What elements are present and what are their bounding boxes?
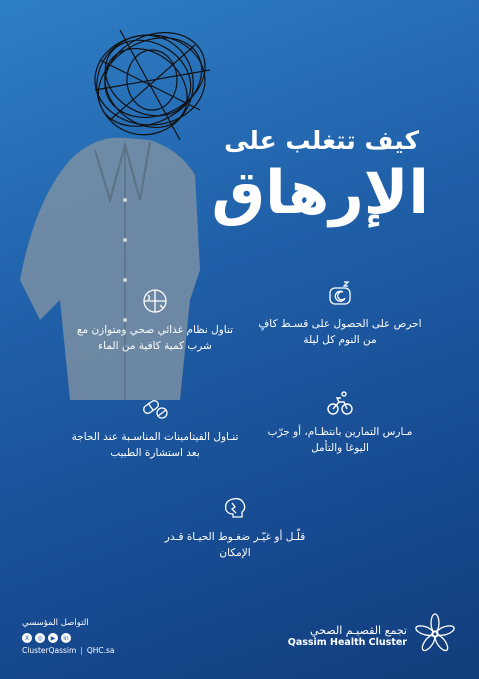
tip-vitamins-text: تنـاول الفيتامينات المناسـبة عند الحاجة بعد استشارة الطبيب (71, 431, 239, 460)
healthy-food-icon (140, 286, 170, 316)
tip-food (70, 286, 240, 355)
linkedin-icon[interactable]: in (61, 633, 71, 643)
x-icon[interactable]: X (22, 633, 32, 643)
scribble-head (82, 17, 219, 149)
sleep-icon (325, 280, 355, 310)
tip-exercise-text: مـارس التمارين بانتظـام، أو جرّب اليوغا والتأمل (267, 426, 413, 455)
tip-sleep-text: احرص على الحصول على قسـط كافٍ من النوم كل ليلة (258, 318, 422, 347)
instagram-icon[interactable]: ◎ (35, 633, 45, 643)
separator: | (80, 646, 83, 655)
title-main: الإرهاق (211, 158, 429, 228)
org-name-ar: تجمع القصيـم الصحي (310, 624, 407, 637)
qassim-cluster-logo-icon (415, 612, 455, 660)
website-link[interactable]: QHC.sa (86, 646, 115, 655)
title-small: كيف تتغلب على (224, 126, 419, 155)
social-contact (22, 618, 115, 655)
social-handle[interactable]: ClusterQassim (22, 646, 77, 655)
tip-exercise (255, 388, 425, 457)
tip-food-text: تناول نظام غذائي صحي ومتوازن مع شرب كمية كافية من الماء (76, 324, 234, 353)
cycling-icon (325, 388, 355, 418)
stress-icon (220, 493, 250, 523)
youtube-icon[interactable]: ▶ (48, 633, 58, 643)
tip-sleep (255, 280, 425, 349)
tip-vitamins (70, 393, 240, 462)
vitamins-icon (140, 393, 170, 423)
tip-stress (150, 493, 320, 562)
org-name-en: Qassim Health Cluster (287, 637, 407, 648)
social-title: التواصل المؤسسي (22, 618, 89, 628)
org-branding (288, 612, 455, 660)
tired-man-illustration (0, 0, 240, 420)
tip-stress-text: قلّـل أو غيّـر ضغـوط الحيـاة قـدر الإمكان (164, 531, 306, 560)
